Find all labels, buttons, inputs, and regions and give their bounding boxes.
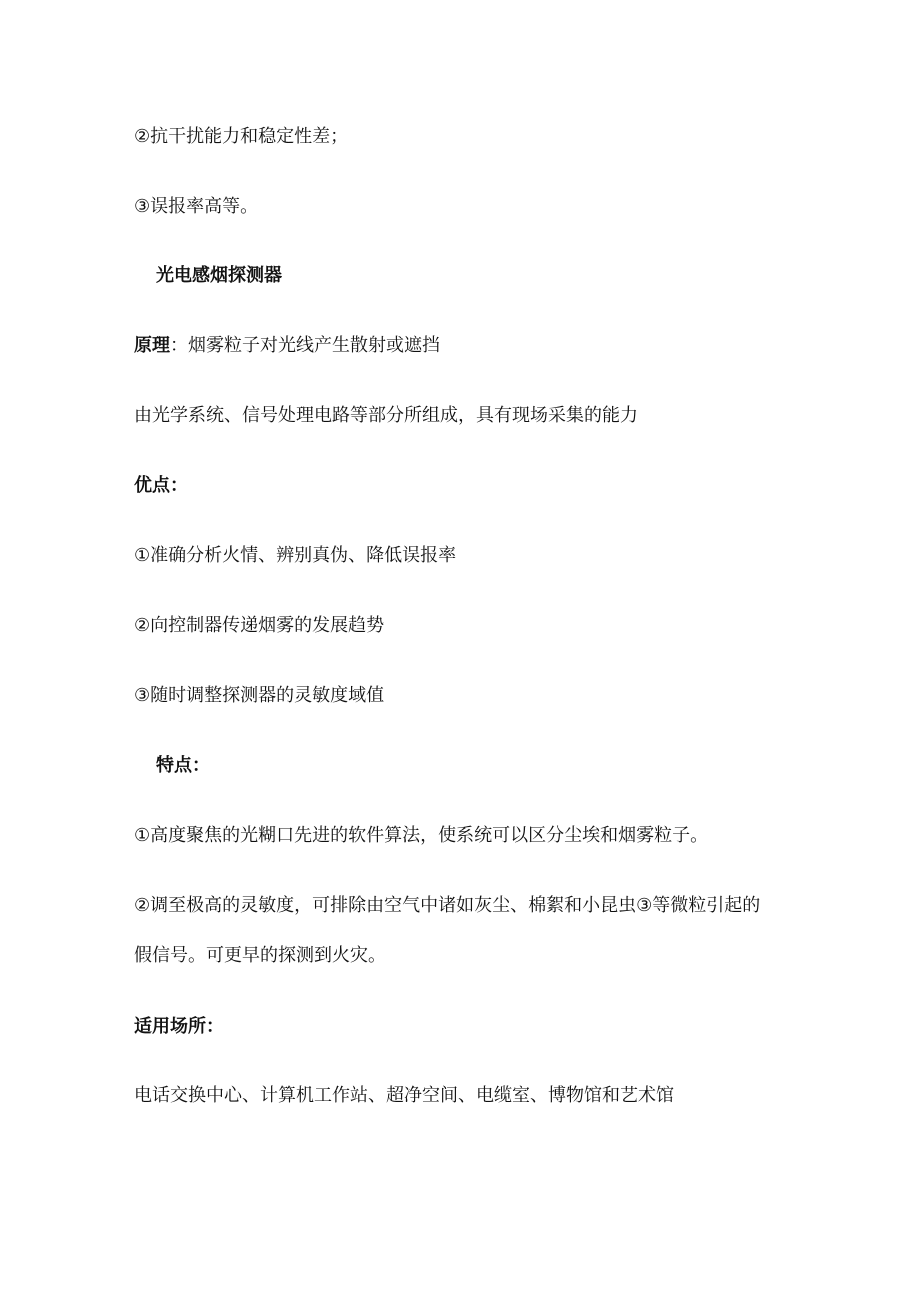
advantage-item-3: ③随时调整探测器的灵敏度域值 (134, 685, 385, 706)
venues-paragraph: 电话交换中心、计算机工作站、超净空间、电缆室、博物馆和艺术馆 (134, 1085, 674, 1106)
principle-paragraph (134, 334, 440, 358)
venues-heading: 适用场所： (134, 1016, 224, 1037)
feature-item-2-line1: ②调至极高的灵敏度，可排除由空气中诸如灰尘、棉絮和小昆虫③等微粒引起的 (134, 895, 761, 916)
drawback-item-2: ②抗干扰能力和稳定性差； (134, 126, 349, 147)
advantage-item-1: ①准确分析火情、辨别真伪、降低误报率 (134, 545, 457, 566)
drawback-item-3: ③误报率高等。 (134, 196, 259, 217)
feature-item-2-line2: 假信号。可更早的探测到火灾。 (134, 945, 386, 966)
features-heading: 特点： (156, 755, 210, 776)
advantages-heading: 优点： (134, 475, 188, 496)
principle-label: 原理 (134, 335, 170, 356)
feature-item-1: ①高度聚焦的光糊口先进的软件算法，使系统可以区分尘埃和烟雾粒子。 (134, 825, 709, 846)
advantage-item-2: ②向控制器传递烟雾的发展趋势 (134, 615, 385, 636)
principle-text: ：烟雾粒子对光线产生散射或遮挡 (170, 335, 440, 356)
section-heading: 光电感烟探测器 (156, 265, 282, 286)
composition-paragraph: 由光学系统、信号处理电路等部分所组成，具有现场采集的能力 (134, 405, 638, 426)
